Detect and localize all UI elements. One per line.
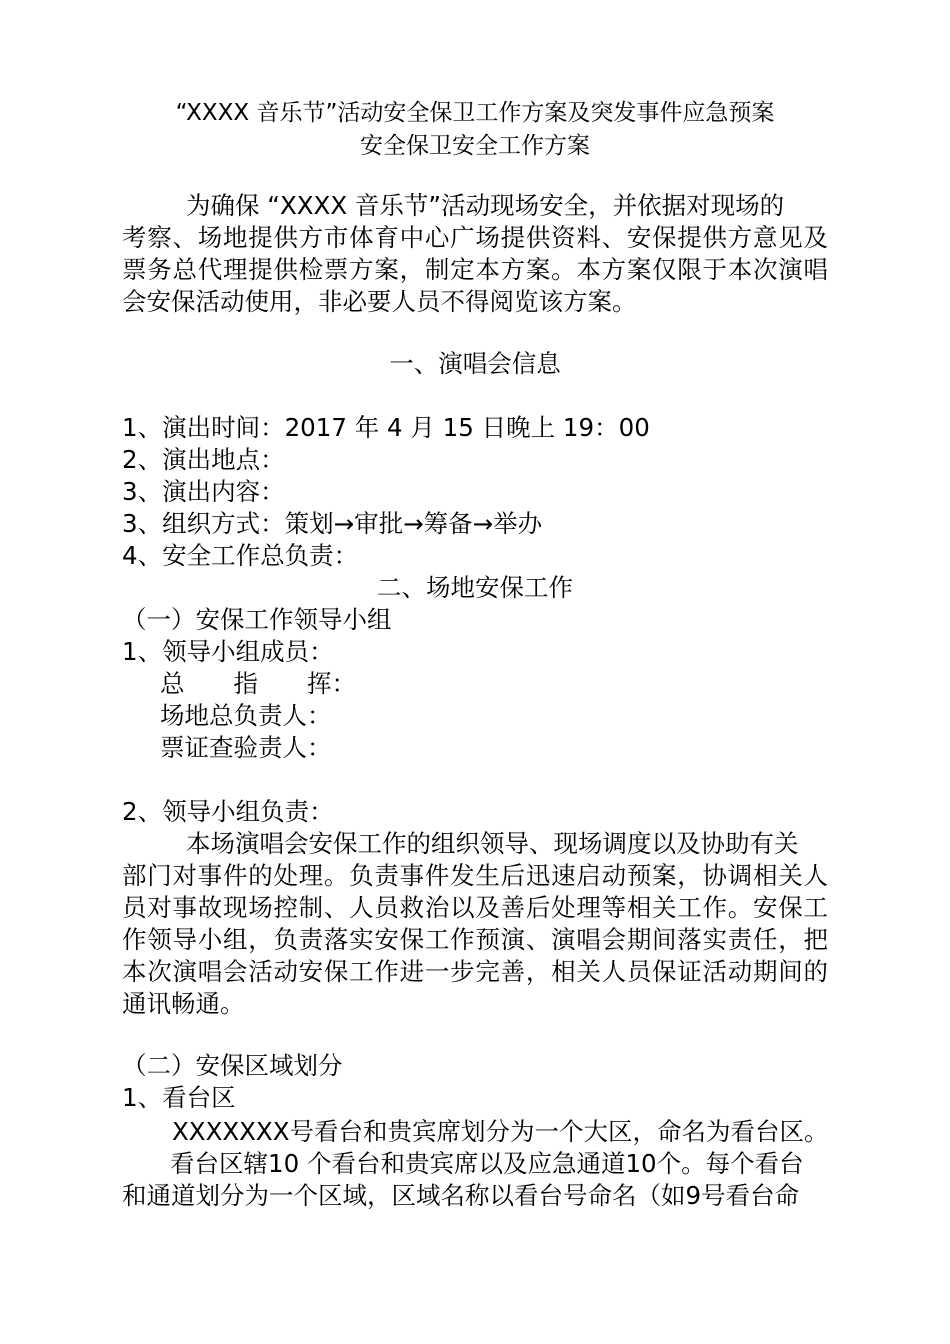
area1-line-3: 和通道划分为一个区域，区域名称以看台号命名（如9号看台命 [122,1181,800,1210]
section2-heading: 二、场地安保工作 [377,573,573,602]
info-item-venue: 2、演出地点： [122,445,285,474]
info-item-content: 3、演出内容： [122,477,285,506]
duty-label: 2、领导小组负责： [122,797,334,826]
info-item-time: 1、演出时间：2017 年 4 月 15 日晚上 19：00 [122,413,650,442]
duty-line-2: 部门对事件的处理。负责事件发生后迅速启动预案，协调相关人 [122,861,828,890]
document-title: “XXXX 音乐节”活动安全保卫工作方案及突发事件应急预案 [175,100,775,126]
members-label: 1、领导小组成员： [122,637,334,666]
area1-line-2: 看台区辖10 个看台和贵宾席以及应急通道10个。每个看台 [170,1149,804,1178]
section1-heading: 一、演唱会信息 [389,349,561,378]
duty-line-5: 本次演唱会活动安保工作进一步完善，相关人员保证活动期间的 [122,957,828,986]
duty-line-4: 作领导小组，负责落实安保工作预演、演唱会期间落实责任，把 [122,925,828,954]
intro-line-1: 为确保 “XXXX 音乐节”活动现场安全，并依据对现场的 [186,191,785,220]
member-ticket-lead: 票证查验责人： [160,733,332,762]
duty-line-1: 本场演唱会安保工作的组织领导、现场调度以及协助有关 [186,829,799,858]
duty-line-6: 通讯畅通。 [122,989,245,1018]
subsection1-heading: （一）安保工作领导小组 [122,605,392,634]
member-commander: 总 指 挥： [160,669,356,698]
info-item-organization: 3、组织方式：策划→审批→筹备→举办 [122,509,543,538]
intro-line-2: 考察、场地提供方市体育中心广场提供资料、安保提供方意见及 [122,223,828,252]
member-venue-lead: 场地总负责人： [160,701,332,730]
area1-label: 1、看台区 [122,1083,236,1112]
subsection2-heading: （二）安保区域划分 [122,1051,343,1080]
document-subtitle: 安全保卫安全工作方案 [360,133,590,159]
area1-line-1: XXXXXXX号看台和贵宾席划分为一个大区，命名为看台区。 [172,1117,829,1146]
intro-line-3: 票务总代理提供检票方案，制定本方案。本方案仅限于本次演唱 [122,255,828,284]
duty-line-3: 员对事故现场控制、人员救治以及善后处理等相关工作。安保工 [122,893,828,922]
intro-line-4: 会安保活动使用，非必要人员不得阅览该方案。 [122,287,637,316]
info-item-safety-lead: 4、安全工作总负责： [122,541,359,570]
